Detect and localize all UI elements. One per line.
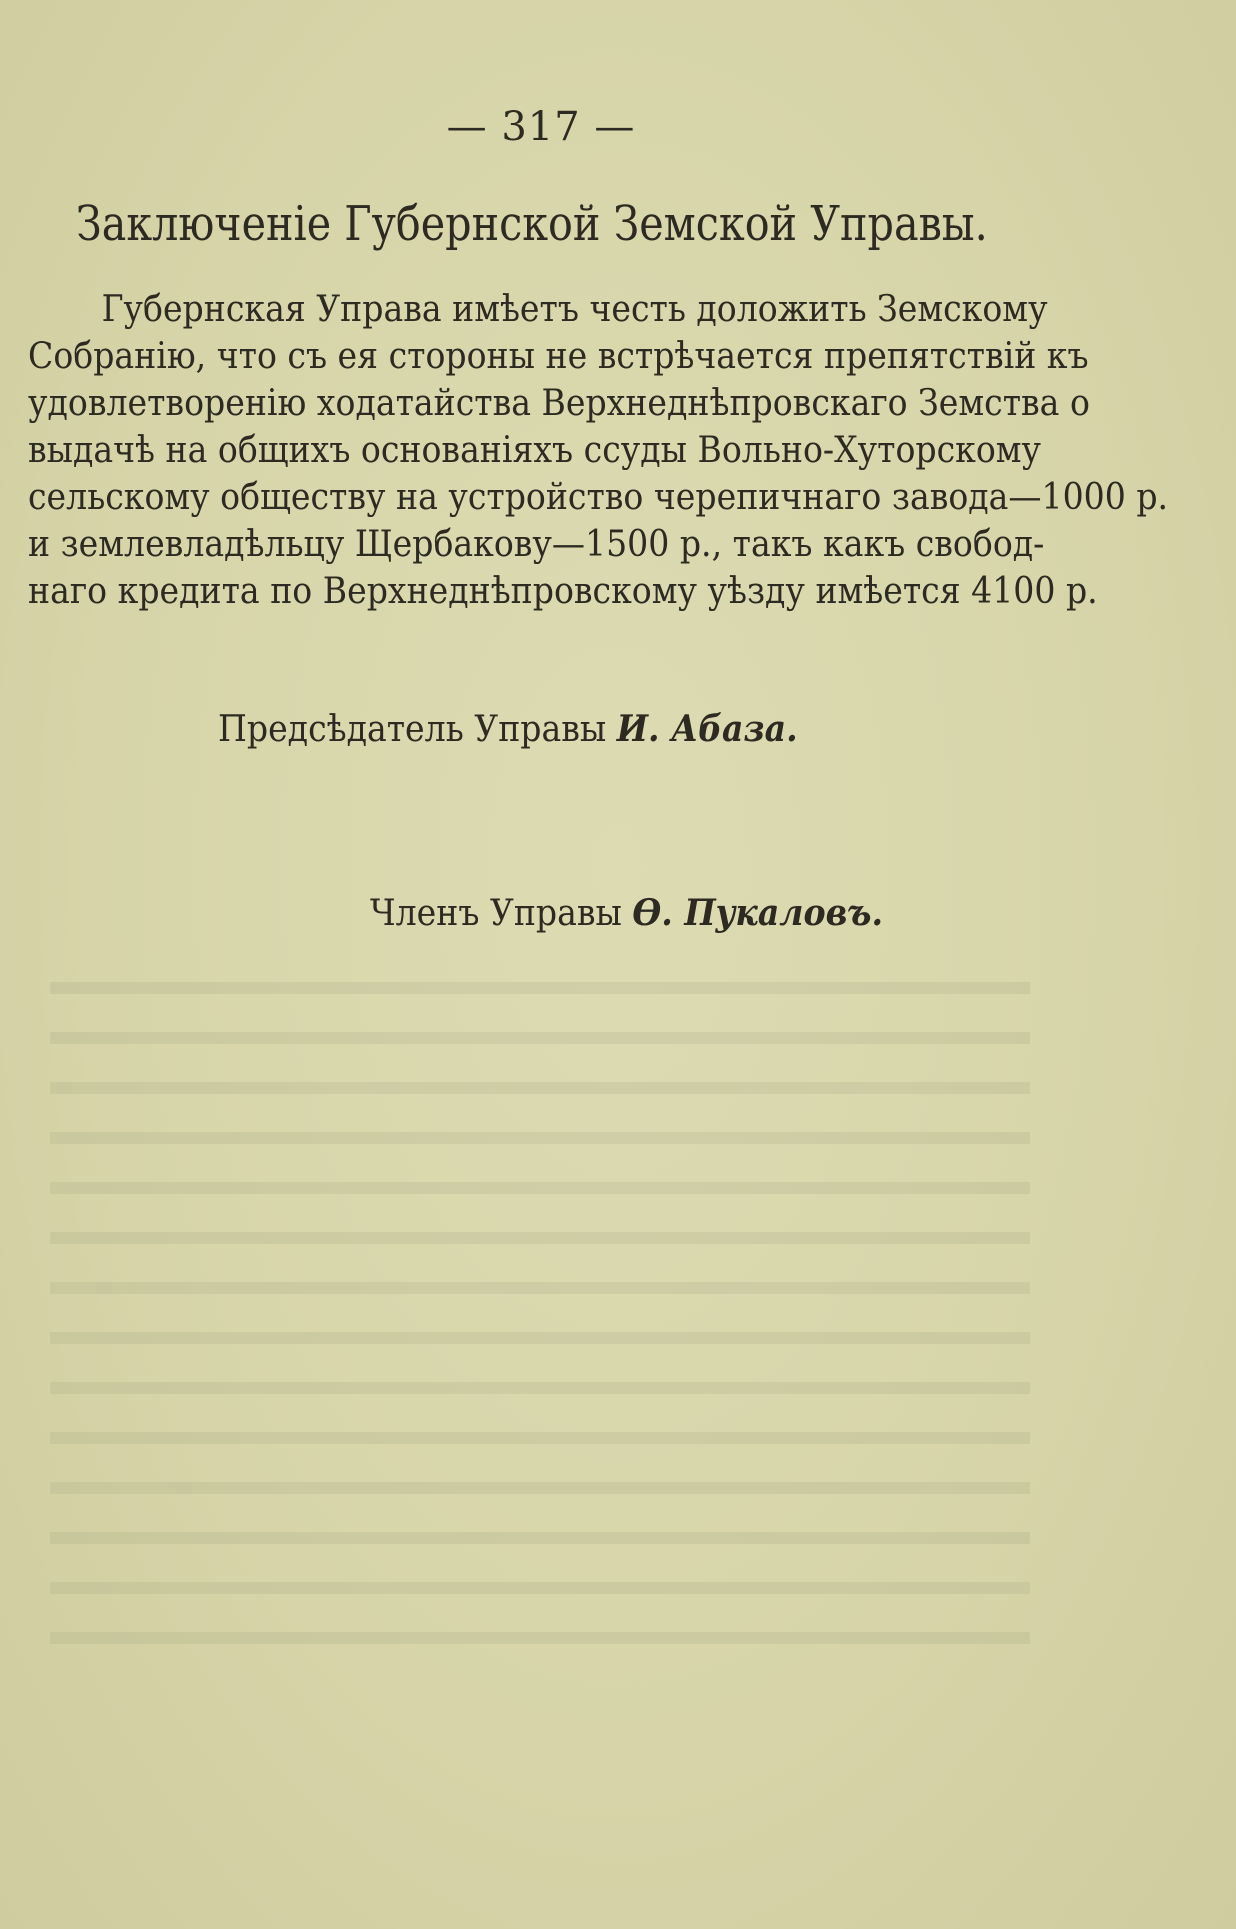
paragraph (28, 286, 1169, 615)
paragraph-line: Губернская Управа имѣетъ честь доложить Земскому (101, 289, 1048, 330)
paragraph-line: и землевладѣльцу Щербакову—1500 р., такъ какъ свобод- (28, 524, 1045, 565)
paragraph-line: удовлетворенію ходатайства Верхнеднѣпровскаго Земства о (28, 383, 1090, 424)
paragraph-line: выдачѣ на общихъ основаніяхъ ссуды Вольно-Хуторскому (28, 430, 1042, 471)
page-number: — 317 — (446, 104, 636, 150)
signature-chair (218, 708, 798, 750)
signature-chair-name: И. Абаза. (616, 708, 798, 750)
bleed-through-texture (50, 960, 1030, 1680)
signature-member-title: Членъ Управы (370, 893, 622, 934)
paragraph-line: сельскому обществу на устройство черепичнаго завода—1000 р. (28, 477, 1169, 518)
signature-chair-title: Предсѣдатель Управы (218, 709, 607, 750)
section-heading: Заключеніе Губернской Земской Управы. (76, 196, 988, 252)
paragraph-line: Собранію, что съ ея стороны не встрѣчается препятствій къ (28, 336, 1089, 377)
signature-member (370, 892, 883, 934)
paragraph-line: наго кредита по Верхнеднѣпровскому уѣзду имѣется 4100 р. (28, 571, 1098, 612)
signature-member-name: Ѳ. Пукаловъ. (632, 892, 884, 934)
